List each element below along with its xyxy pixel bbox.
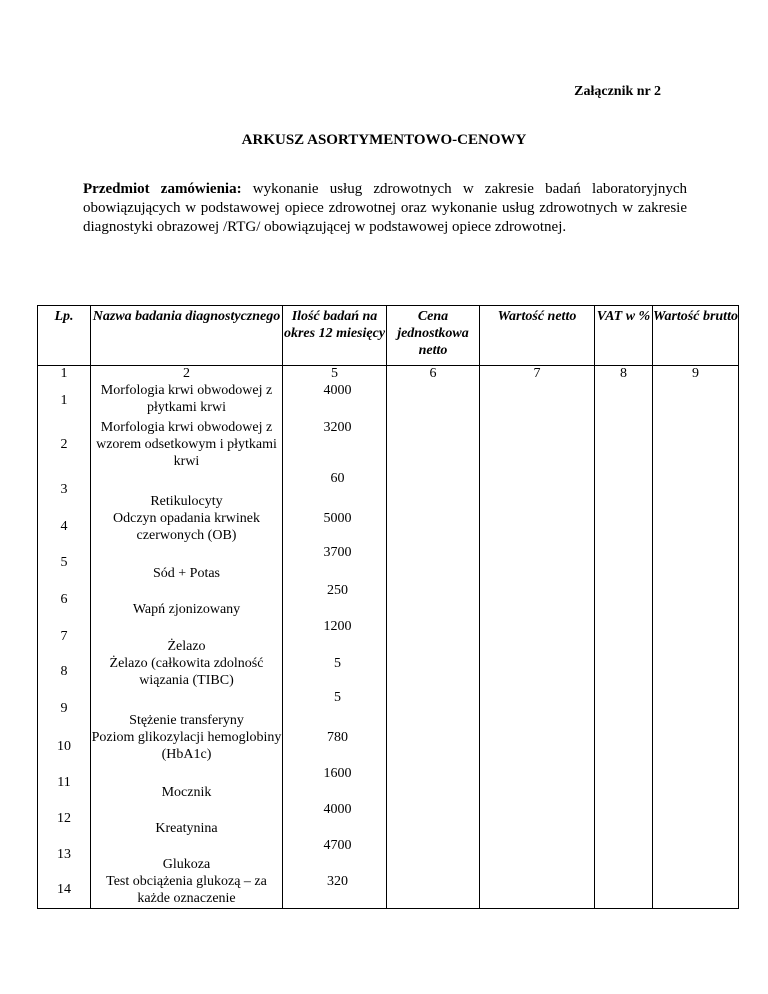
row-test-name: Wapń zjonizowany (91, 582, 283, 618)
row-test-name: Mocznik (91, 765, 283, 801)
row-test-name: Stężenie transferyny (91, 689, 283, 729)
row-quantity (283, 689, 387, 729)
table-row (38, 689, 739, 729)
row-test-name: Glukoza (91, 837, 283, 873)
row-value-net (480, 655, 595, 689)
row-quantity (283, 729, 387, 765)
row-quantity (283, 801, 387, 837)
column-number-row (38, 366, 739, 383)
column-number: 9 (653, 366, 739, 383)
row-value-net (480, 689, 595, 729)
row-unit-price-net (387, 582, 480, 618)
row-vat (595, 729, 653, 765)
row-quantity (283, 655, 387, 689)
row-unit-price-net (387, 765, 480, 801)
row-vat (595, 419, 653, 470)
header-unit-price-net: Cena jednostkowa netto (387, 306, 480, 366)
row-quantity-value: 60 (330, 471, 345, 486)
row-test-name: Sód + Potas (91, 544, 283, 582)
order-subject-label: Przedmiot zamówienia: (83, 181, 242, 197)
row-lp: 1 (38, 382, 91, 419)
row-value-net (480, 729, 595, 765)
row-lp: 12 (38, 801, 91, 837)
row-vat (595, 765, 653, 801)
row-value-net (480, 618, 595, 655)
row-quantity-value: 320 (327, 874, 348, 889)
row-quantity (283, 765, 387, 801)
row-value-net (480, 470, 595, 510)
row-test-name: Żelazo (całkowita zdolność wiązania (TIBC) (91, 655, 283, 689)
row-quantity (283, 582, 387, 618)
row-value-net (480, 801, 595, 837)
order-subject (83, 180, 687, 237)
row-test-name: Odczyn opadania krwinek czerwonych (OB) (91, 510, 283, 544)
table-row (38, 582, 739, 618)
row-quantity (283, 544, 387, 582)
table-row (38, 510, 739, 544)
table-row (38, 544, 739, 582)
row-quantity-value: 5 (334, 690, 341, 705)
order-subject-text: wykonanie usług zdrowotnych w zakresie badań laboratoryjnych obowiązujących w podstawowej opiece zdrowotnej oraz wykonanie usług zdrowotnych w zakresie diagnostyki obrazowej /RTG/ obowiązującej w podstawowej opiece zdrowotnej. (83, 181, 687, 235)
row-value-net (480, 382, 595, 419)
row-quantity (283, 837, 387, 873)
row-vat (595, 801, 653, 837)
row-value-gross (653, 689, 739, 729)
row-value-gross (653, 382, 739, 419)
table-row (38, 470, 739, 510)
row-vat (595, 873, 653, 908)
row-unit-price-net (387, 873, 480, 908)
table-row (38, 873, 739, 908)
row-quantity (283, 510, 387, 544)
row-quantity (283, 419, 387, 470)
row-quantity-value: 1600 (323, 766, 352, 781)
row-quantity-value: 1200 (323, 619, 352, 634)
row-vat (595, 655, 653, 689)
row-lp: 2 (38, 419, 91, 470)
row-unit-price-net (387, 618, 480, 655)
header-value-gross: Wartość brutto (653, 306, 739, 366)
row-value-gross (653, 419, 739, 470)
row-test-name: Poziom glikozylacji hemoglobiny (HbA1c) (91, 729, 283, 765)
table-row (38, 618, 739, 655)
annex-label: Załącznik nr 2 (574, 84, 661, 99)
header-lp: Lp. (38, 306, 91, 366)
row-value-gross (653, 837, 739, 873)
row-unit-price-net (387, 419, 480, 470)
row-value-net (480, 873, 595, 908)
row-value-gross (653, 873, 739, 908)
row-quantity-value: 4000 (323, 802, 352, 817)
row-value-net (480, 837, 595, 873)
row-vat (595, 618, 653, 655)
row-quantity-value: 4700 (323, 838, 352, 853)
row-value-net (480, 510, 595, 544)
row-unit-price-net (387, 510, 480, 544)
document-title: ARKUSZ ASORTYMENTOWO-CENOWY (241, 132, 527, 148)
row-vat (595, 689, 653, 729)
table-row (38, 765, 739, 801)
header-vat: VAT w % (595, 306, 653, 366)
row-vat (595, 582, 653, 618)
row-lp: 3 (38, 470, 91, 510)
row-test-name: Żelazo (91, 618, 283, 655)
column-number: 8 (595, 366, 653, 383)
row-unit-price-net (387, 837, 480, 873)
row-value-gross (653, 801, 739, 837)
row-value-gross (653, 729, 739, 765)
row-unit-price-net (387, 689, 480, 729)
row-value-gross (653, 510, 739, 544)
header-quantity: Ilość badań na okres 12 miesięcy (283, 306, 387, 366)
row-value-net (480, 765, 595, 801)
row-unit-price-net (387, 655, 480, 689)
row-vat (595, 510, 653, 544)
column-number: 2 (91, 366, 283, 383)
column-number: 1 (38, 366, 91, 383)
row-value-net (480, 582, 595, 618)
row-lp: 8 (38, 655, 91, 689)
row-value-net (480, 544, 595, 582)
row-unit-price-net (387, 382, 480, 419)
row-value-gross (653, 470, 739, 510)
table-row (38, 419, 739, 470)
row-test-name: Kreatynina (91, 801, 283, 837)
header-row (38, 306, 739, 366)
row-value-gross (653, 544, 739, 582)
column-number: 7 (480, 366, 595, 383)
row-value-gross (653, 655, 739, 689)
table-row (38, 729, 739, 765)
row-value-gross (653, 765, 739, 801)
row-unit-price-net (387, 470, 480, 510)
header-value-net: Wartość netto (480, 306, 595, 366)
row-value-gross (653, 582, 739, 618)
row-lp: 4 (38, 510, 91, 544)
row-quantity-value: 4000 (323, 383, 352, 398)
row-value-gross (653, 618, 739, 655)
row-lp: 9 (38, 689, 91, 729)
row-quantity-value: 3700 (323, 545, 352, 560)
table-row (38, 801, 739, 837)
row-unit-price-net (387, 729, 480, 765)
row-lp: 13 (38, 837, 91, 873)
column-number: 6 (387, 366, 480, 383)
table-row (38, 655, 739, 689)
row-lp: 6 (38, 582, 91, 618)
row-quantity-value: 5 (334, 656, 341, 671)
header-test-name: Nazwa badania diagnostycznego (91, 306, 283, 366)
row-test-name: Morfologia krwi obwodowej z płytkami krwi (91, 382, 283, 419)
row-lp: 5 (38, 544, 91, 582)
row-test-name: Morfologia krwi obwodowej z wzorem odsetkowym i płytkami krwi (91, 419, 283, 470)
row-quantity (283, 618, 387, 655)
row-quantity-value: 780 (327, 730, 348, 745)
row-test-name: Retikulocyty (91, 470, 283, 510)
row-value-net (480, 419, 595, 470)
row-vat (595, 470, 653, 510)
table-row (38, 382, 739, 419)
table-row (38, 837, 739, 873)
row-test-name: Test obciążenia glukozą – za każde oznaczenie (91, 873, 283, 908)
row-quantity-value: 3200 (323, 420, 352, 435)
row-quantity (283, 873, 387, 908)
row-vat (595, 544, 653, 582)
row-unit-price-net (387, 801, 480, 837)
row-lp: 7 (38, 618, 91, 655)
row-quantity-value: 5000 (323, 511, 352, 526)
row-lp: 14 (38, 873, 91, 908)
column-number: 5 (283, 366, 387, 383)
row-vat (595, 382, 653, 419)
row-vat (595, 837, 653, 873)
row-lp: 10 (38, 729, 91, 765)
row-unit-price-net (387, 544, 480, 582)
row-quantity-value: 250 (327, 583, 348, 598)
row-lp: 11 (38, 765, 91, 801)
price-table (37, 305, 739, 909)
row-quantity (283, 382, 387, 419)
row-quantity (283, 470, 387, 510)
